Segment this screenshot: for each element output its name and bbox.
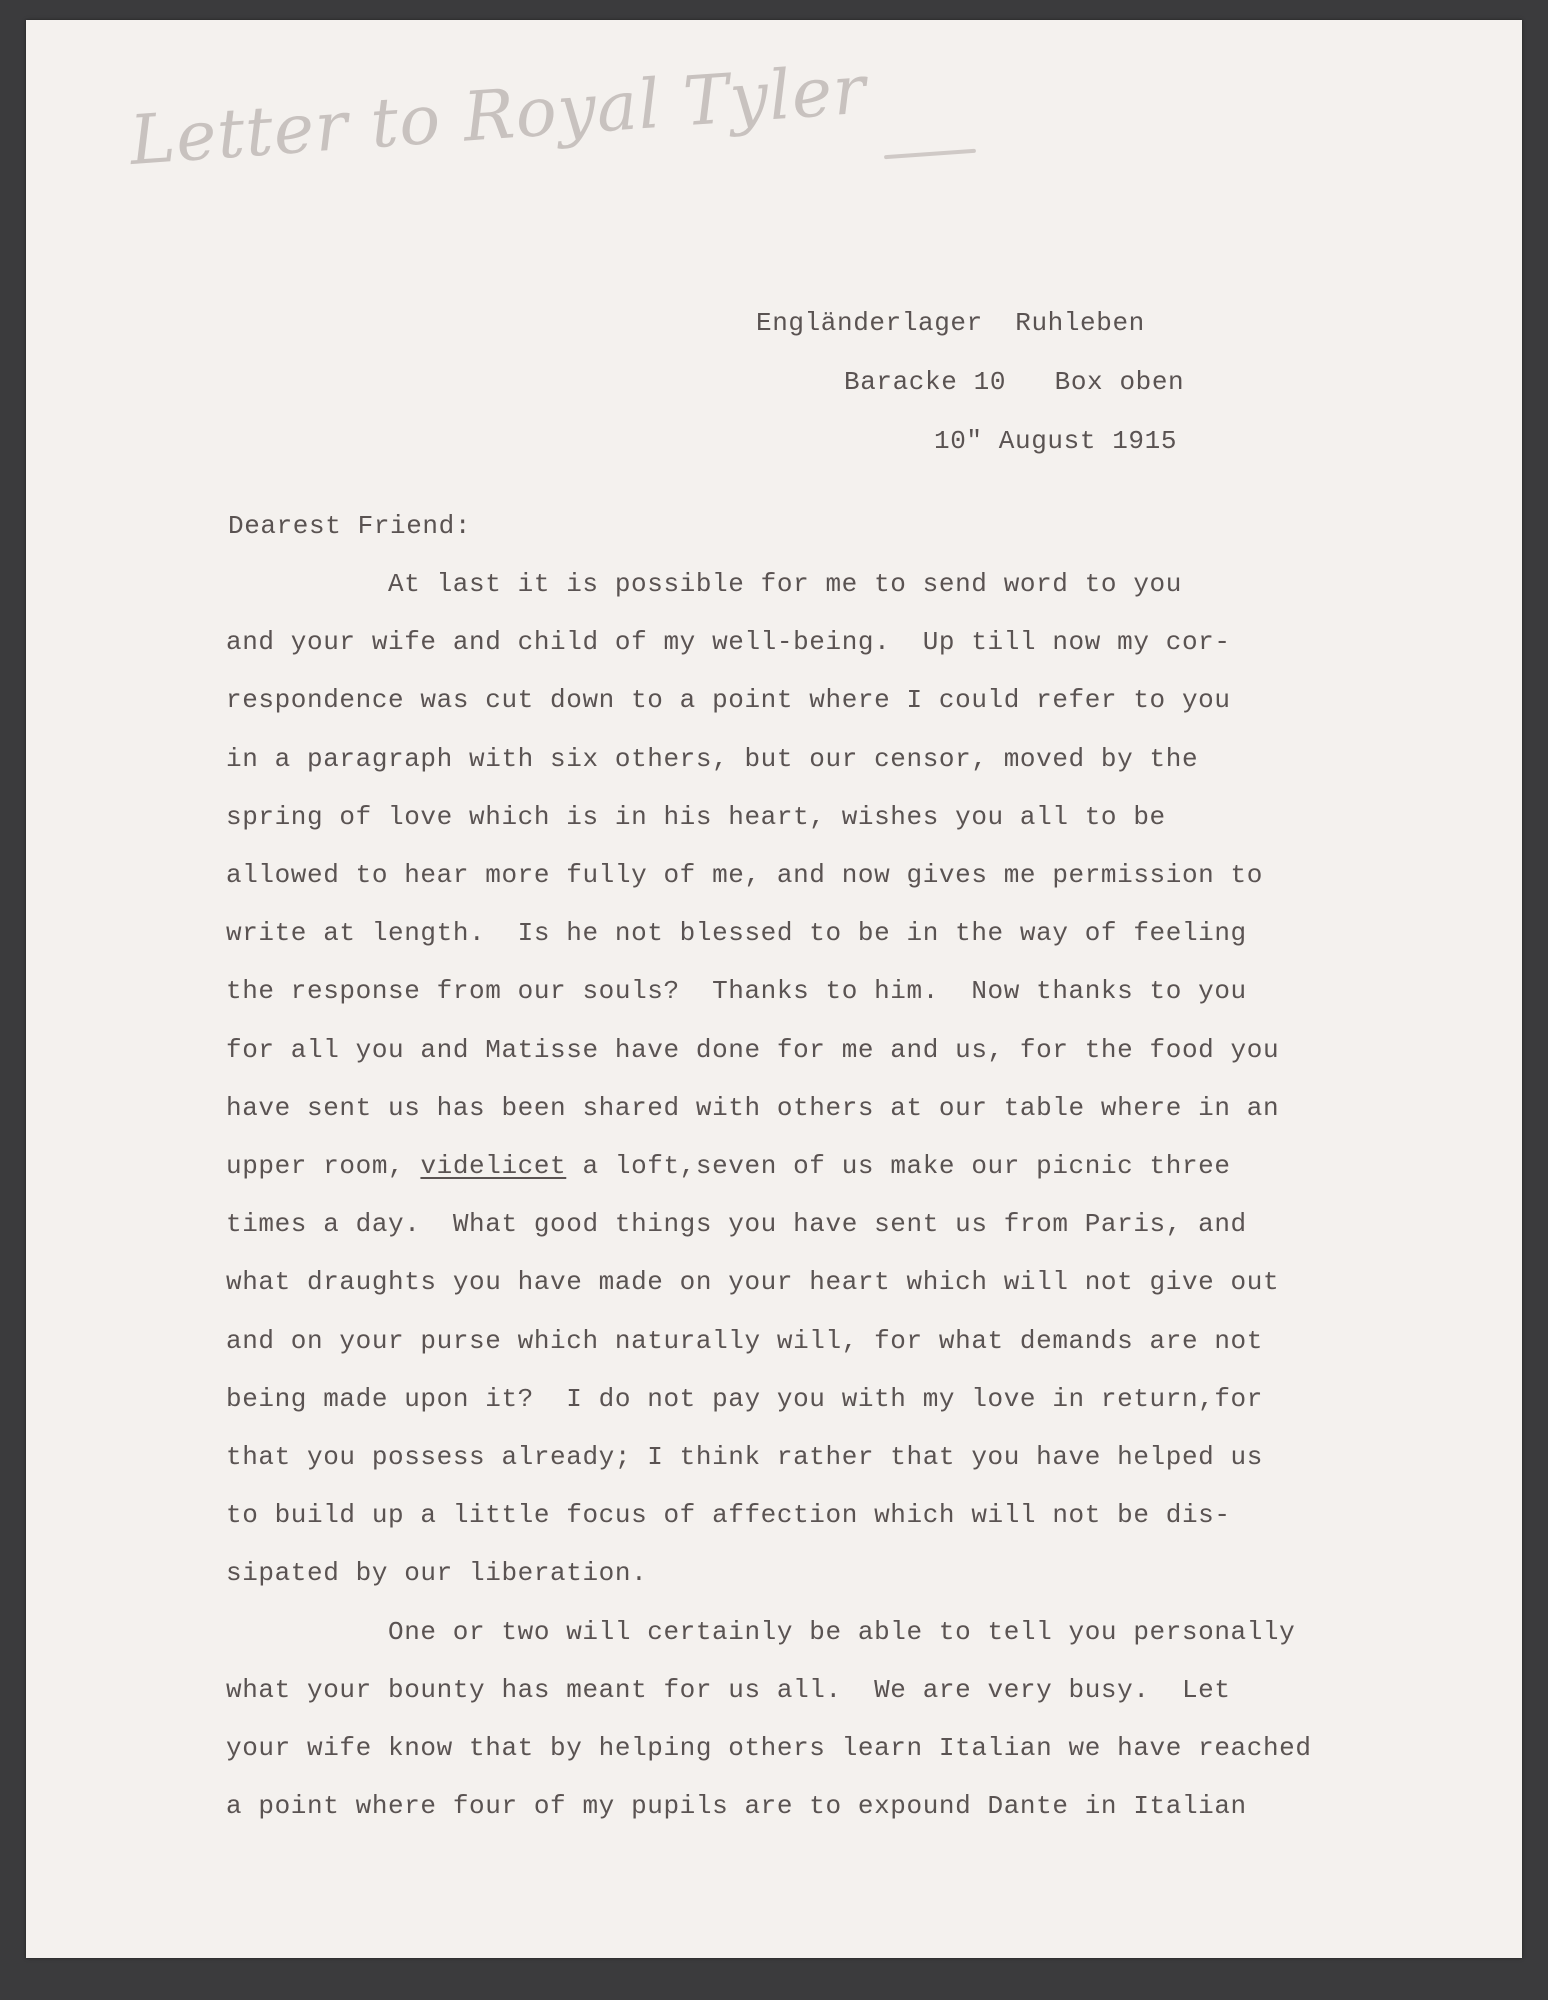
letter-date: 10" August 1915: [934, 426, 1178, 456]
body-line: and your wife and child of my well-being. Up till now my cor-: [226, 627, 1231, 658]
body-line: respondence was cut down to a point where I could refer to you: [226, 685, 1231, 716]
body-line: being made upon it? I do not pay you with my love in return,for: [226, 1383, 1263, 1414]
address-line-camp: Engländerlager Ruhleben: [756, 308, 1145, 338]
letter-page: [26, 20, 1522, 1958]
body-line: upper room, videlicet a loft,seven of us make our picnic three: [226, 1151, 1231, 1181]
underlined-word: videlicet: [420, 1151, 567, 1181]
body-line: the response from our souls? Thanks to him. Now thanks to you: [226, 976, 1247, 1007]
body-line: what your bounty has meant for us all. We are very busy. Let: [226, 1674, 1231, 1705]
body-line: what draughts you have made on your heart which will not give out: [226, 1267, 1280, 1298]
body-line: and on your purse which naturally will, for what demands are not: [226, 1325, 1263, 1356]
body-line: spring of love which is in his heart, wishes you all to be: [226, 801, 1166, 832]
body-line: a point where four of my pupils are to expound Dante in Italian: [226, 1791, 1247, 1822]
body-line: write at length. Is he not blessed to be in the way of feeling: [226, 918, 1247, 949]
body-line: for all you and Matisse have done for me and us, for the food you: [226, 1034, 1280, 1065]
address-line-barrack: Baracke 10 Box oben: [844, 367, 1185, 397]
body-line: that you possess already; I think rather that you have helped us: [226, 1442, 1263, 1472]
body-line: One or two will certainly be able to tell you personally: [388, 1616, 1296, 1647]
body-line: to build up a little focus of affection which will not be dis-: [226, 1500, 1231, 1531]
body-line: in a paragraph with six others, but our censor, moved by the: [226, 743, 1199, 774]
body-line: your wife know that by helping others learn Italian we have reached: [226, 1733, 1312, 1763]
handwritten-dash: [884, 149, 976, 159]
body-line: times a day. What good things you have sent us from Paris, and: [226, 1209, 1247, 1240]
body-line: have sent us has been shared with others at our table where in an: [226, 1092, 1280, 1123]
body-line: At last it is possible for me to send word to you: [388, 569, 1182, 599]
handwritten-annotation: Letter to Royal Tyler: [127, 50, 869, 181]
body-line: allowed to hear more fully of me, and now gives me permission to: [226, 860, 1263, 890]
body-line: sipated by our liberation.: [226, 1558, 648, 1589]
salutation: Dearest Friend:: [228, 511, 472, 541]
